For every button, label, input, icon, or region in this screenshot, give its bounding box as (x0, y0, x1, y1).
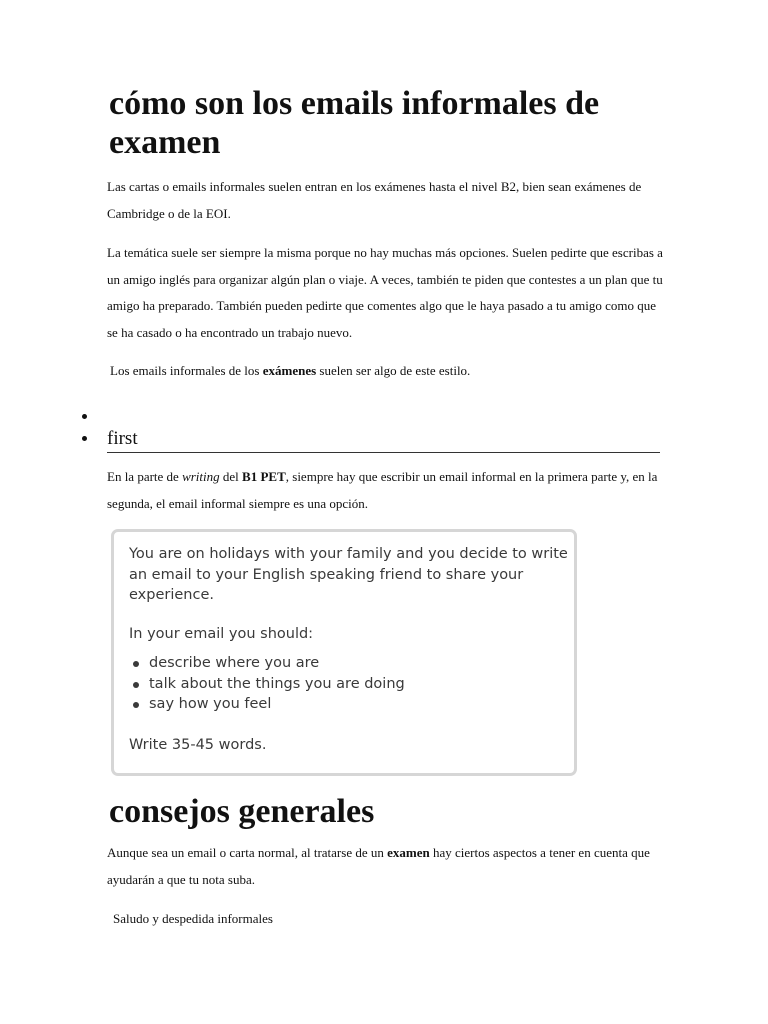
style-sentence (110, 358, 670, 385)
first-section-text-start: En la parte de (107, 469, 183, 484)
exam-prompt-task (129, 653, 405, 674)
intro-paragraph: Las cartas o emails informales suelen entran en los exámenes hasta el nivel B2, bien sean exámenes de Cambridge o de la EOI. (107, 179, 642, 221)
bullet-dot-icon (133, 661, 139, 667)
topic-paragraph: La temática suele ser siempre la misma porque no hay muchas más opciones. Suelen pedirte que escribas a un amigo inglés para organizar algún plan o viaje. A veces, también te piden que contestes a un plan que tu amigo ha preparado. También pueden pedirte que comentes algo que le haya pasado a tu amigo como que se ha casado o ha encontrado un trabajo nuevo. (107, 245, 663, 340)
exam-prompt-image (111, 529, 577, 776)
exam-prompt-task-label: say how you feel (149, 696, 272, 712)
first-section-level: B1 PET (242, 469, 286, 484)
exam-prompt-word-count: Write 35-45 words. (129, 737, 267, 753)
first-section-text-rest: , siempre hay que escribir un email informal en la primera parte y, en la segunda, el email informal siempre es una opción. (107, 469, 658, 511)
bullet-dot-icon (82, 414, 87, 419)
style-sentence-emphasis: exámenes (262, 363, 317, 378)
first-section-text-del: del (219, 469, 243, 484)
page-title: cómo son los emails informales de examen (109, 85, 600, 161)
section-divider (107, 452, 660, 453)
exam-prompt-task (129, 674, 405, 695)
exam-prompt-task (129, 694, 405, 715)
list-item (82, 406, 662, 428)
exam-prompt-should-label: In your email you should: (129, 626, 314, 642)
advice-text-emphasis: examen (387, 845, 430, 860)
style-sentence-start: Los emails informales de los (110, 363, 263, 378)
section-heading-first: first (107, 428, 138, 449)
bullet-list (82, 406, 662, 450)
advice-heading: consejos generales (109, 793, 375, 830)
advice-text-end: hay ciertos aspectos a tener en cuenta que ayudarán a que tu nota suba. (107, 845, 650, 887)
bullet-dot-icon (133, 682, 139, 688)
exam-prompt-task-list (129, 653, 405, 715)
style-sentence-end: suelen ser algo de este estilo. (316, 363, 471, 378)
first-section-paragraph (107, 464, 667, 517)
exam-prompt-task-label: talk about the things you are doing (149, 675, 405, 692)
bullet-dot-icon (82, 436, 87, 441)
advice-paragraph (107, 840, 667, 893)
advice-text-start: Aunque sea un email o carta normal, al tratarse de un (107, 845, 388, 860)
first-tip: Saludo y despedida informales (113, 911, 273, 926)
list-item (82, 428, 662, 450)
exam-prompt-task-label: describe where you are (149, 655, 320, 671)
exam-prompt-intro: You are on holidays with your family and you decide to write an email to your English speaking friend to share your experience. (129, 546, 568, 603)
first-section-writing: writing (182, 469, 220, 484)
bullet-dot-icon (133, 702, 139, 708)
